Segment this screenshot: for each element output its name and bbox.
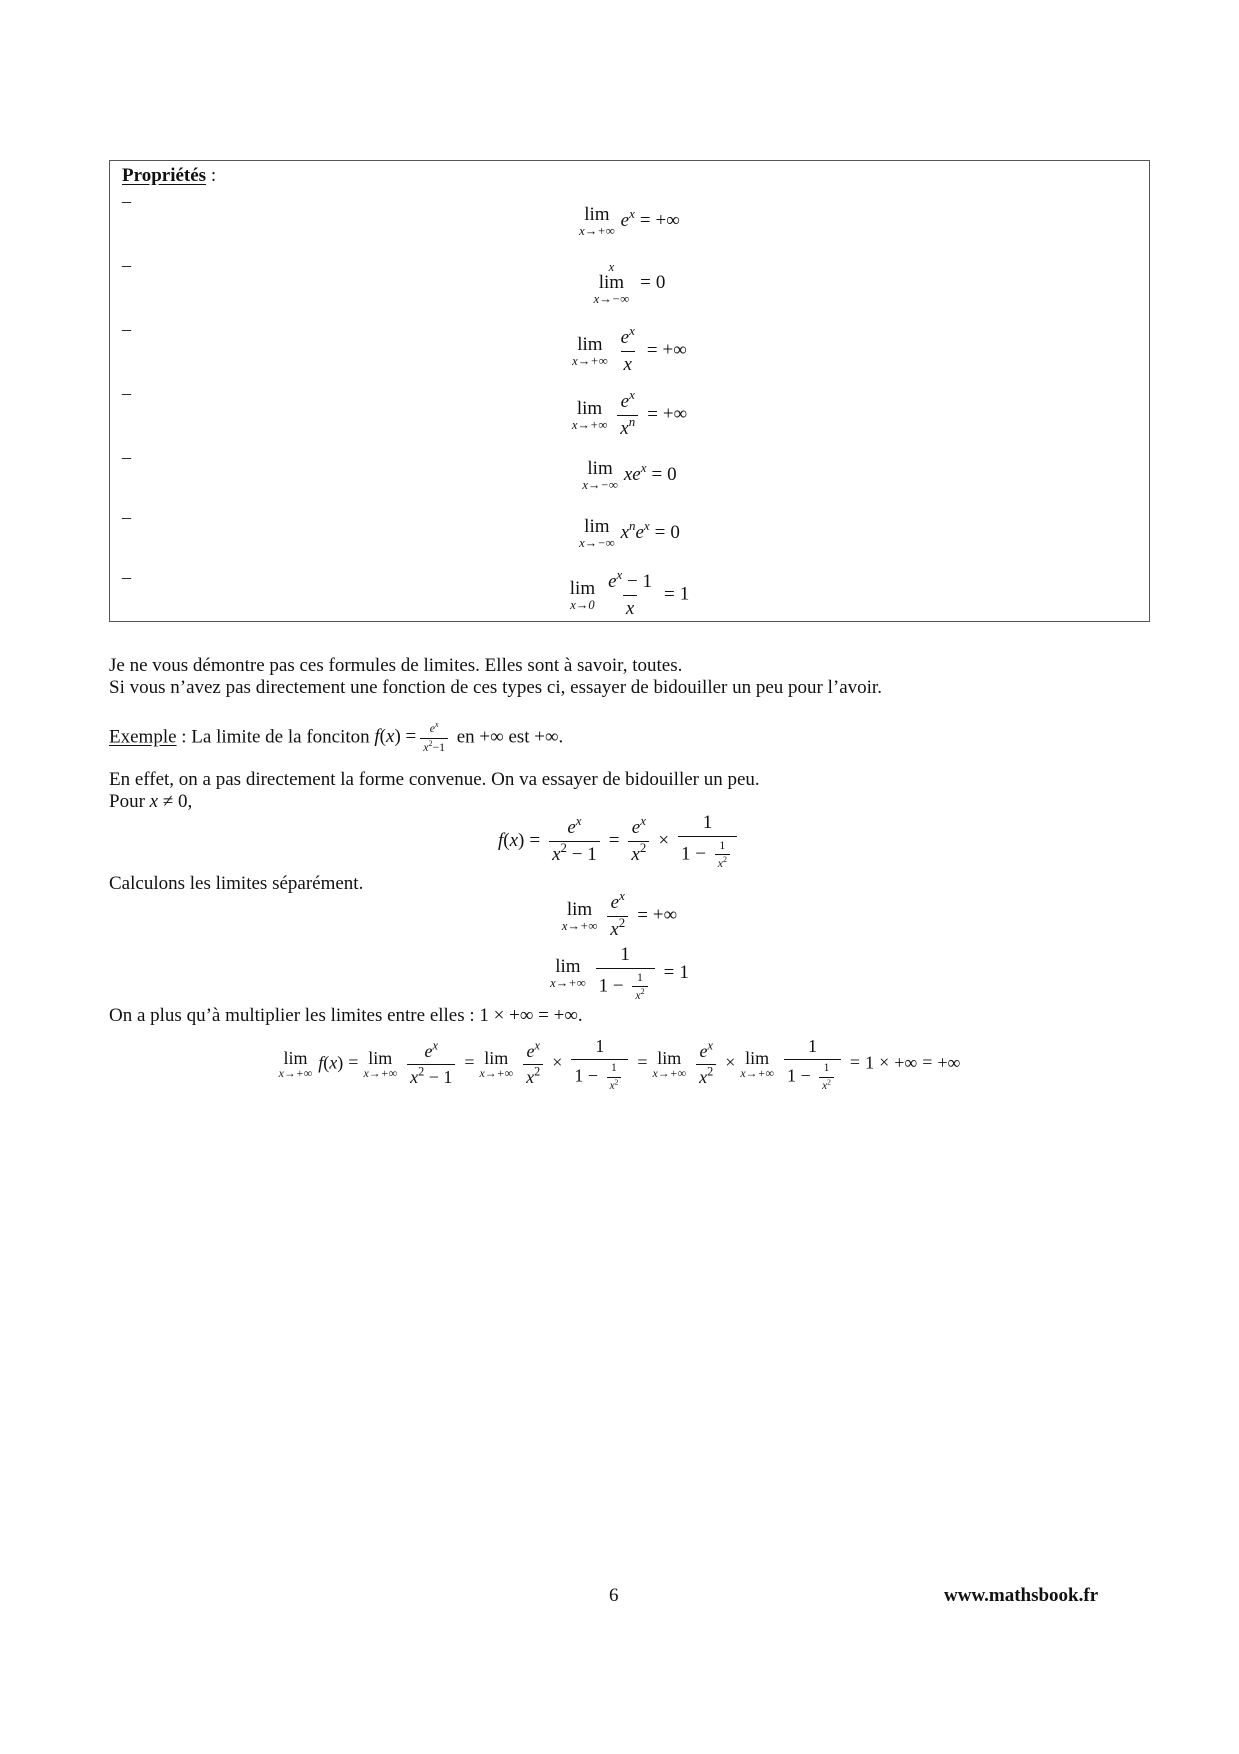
formula-lim-exp-minus-inf: x lim x→−∞ = 0 <box>593 260 666 306</box>
formula-lim-exp-over-x: lim x→+∞ $\frac{e^x}{x}$ = +∞ <box>572 323 687 375</box>
formula-lim-one-over: lim x→+∞ 1 1 − $\frac{1}{x^2}$ = 1 <box>550 944 689 1003</box>
formula-lim-exp-minus-1-over-x: lim x→0 $\frac{e^x - 1}{x}$ = 1 <box>569 567 690 619</box>
paragraph-line: Pour x ≠ 0, <box>109 791 193 812</box>
example-line: Exemple : La limite de la fonciton f(x) = $\frac{e^x}{x^2-1}$ en +∞ est +∞. <box>109 720 564 754</box>
paragraph-line: Calculons les limites séparément. <box>109 873 364 894</box>
properties-box <box>109 160 1150 622</box>
formula-lim-exp-plus-inf: lim x→+∞ $e^x$ = +∞ <box>579 204 680 238</box>
list-dash: – <box>122 319 131 339</box>
paragraph-line: Je ne vous démontre pas ces formules de limites. Elles sont à savoir, toutes. <box>109 655 683 676</box>
page-number: 6 <box>609 1585 619 1606</box>
list-dash: – <box>122 383 131 403</box>
list-dash: – <box>122 507 131 527</box>
formula-final-chain: lim x→+∞ f(x) = lim x→+∞ $\frac{e^x}{x^2 - 1}$ = lim x→+∞ $\frac{e^x}{x^2}$ × 1 1 − $\frac{1}{x^2}$ = lim x→+∞ $\frac{e^x}{x^2}$ × lim x→+∞ 1 1 − $\frac{1}{x^2}$ = 1 × +∞ = +∞ <box>278 1036 961 1092</box>
site-url[interactable]: www.mathsbook.fr <box>944 1585 1099 1606</box>
formula-lim-x-exp: lim x→−∞ $xe^x = 0$ <box>582 458 677 492</box>
formula-lim-exp-over-xn: lim x→+∞ $\frac{e^x}{x^n}$ = +∞ <box>571 387 688 439</box>
paragraph-line: On a plus qu’à multiplier les limites entre elles : 1 × +∞ = +∞. <box>109 1005 583 1026</box>
formula-f-rewrite: f(x) = $\frac{e^x}{x^2 - 1}$ = $\frac{e^x}{x^2}$ × 1 1 − $\frac{1}{x^2}$ <box>0 812 1239 871</box>
formula-lim-xn-exp: lim x→−∞ $x^ne^x = 0$ <box>579 516 680 550</box>
list-dash: – <box>122 191 131 211</box>
paragraph-line: En effet, on a pas directement la forme convenue. On va essayer de bidouiller un peu. <box>109 769 760 790</box>
list-dash: – <box>122 447 131 467</box>
list-dash: – <box>122 567 131 587</box>
example-label: Exemple <box>109 726 177 748</box>
formula-lim-exp-over-x2: lim x→+∞ $\frac{e^x}{x^2}$ = +∞ <box>561 888 678 940</box>
list-dash: – <box>122 255 131 275</box>
box-title-label: Propriétés <box>122 165 207 186</box>
box-title: Propriétés : <box>122 165 217 186</box>
paragraph-line: Si vous n’avez pas directement une fonction de ces types ci, essayer de bidouiller un peu pour l’avoir. <box>109 677 882 698</box>
